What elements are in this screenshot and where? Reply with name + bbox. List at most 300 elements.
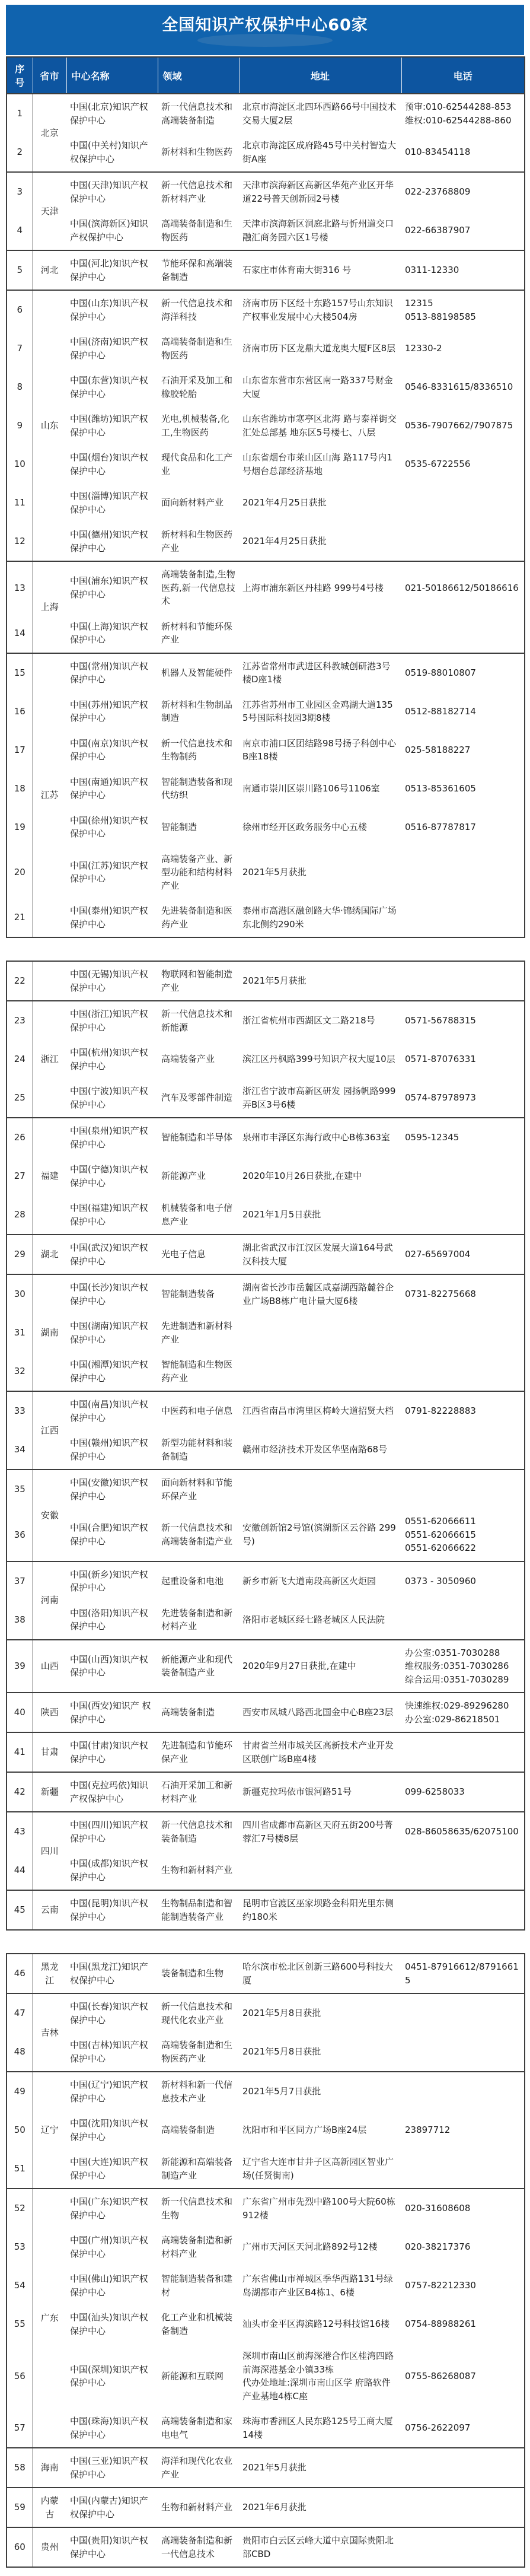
row-number-cell: 9	[7, 406, 33, 445]
table-row-17	[7, 731, 525, 769]
center-name-cell: 中国(新乡)知识产权保护中心	[66, 1561, 158, 1601]
province-cell: 广东	[33, 2189, 66, 2448]
field-cell: 高端装备制造和新一代信息技术	[158, 2527, 239, 2567]
phone-cell	[401, 1195, 525, 1235]
phone-cell	[401, 961, 525, 1001]
address-cell: 江苏省苏州市工业园区金鸡湖大道1355号国际科技园3期8楼	[242, 699, 393, 723]
address-cell: 浙江省宁波市高新区研发 园扬帆路999弄B区3号6楼	[242, 1086, 396, 1110]
phone-cell	[401, 808, 525, 847]
row-number-cell: 22	[7, 961, 33, 1001]
phone-cell	[401, 1890, 525, 1930]
province-cell: 云南	[33, 1890, 66, 1930]
field-cell: 新材料和生物医药产业	[161, 529, 233, 554]
phone-cell	[401, 653, 525, 692]
phone-cell	[401, 2305, 525, 2343]
table-row-6	[7, 290, 525, 329]
column-header-address: 地址	[239, 57, 401, 94]
column-header-center-name: 中心名称	[66, 57, 158, 94]
address-cell: 广东省广州市先烈中路100号大院60栋912楼	[239, 2189, 401, 2228]
row-number-cell: 58	[7, 2448, 33, 2488]
phone-cell	[401, 1157, 525, 1195]
phone-cell	[401, 1993, 525, 2033]
field-cell: 智能制造	[161, 821, 197, 832]
field-cell: 智能制造和半导体	[158, 1118, 239, 1157]
address-cell: 南通市崇川区崇川路106号1106室	[242, 783, 380, 794]
table-row-40	[7, 1693, 525, 1732]
phone-cell-line: 0516-87787817	[405, 821, 476, 832]
field-cell: 机械装备和电子信息产业	[161, 1203, 233, 1227]
phone-cell-line: 0535-6722556	[405, 459, 471, 470]
address-cell: 辽宁省大连市甘井子区高新园区智业广场(任贤街南)	[242, 2157, 394, 2181]
center-name-cell: 中国(烟台)知识产权保护中心	[70, 452, 148, 476]
phone-cell-line: 025-58188227	[405, 744, 471, 755]
field-cell: 高端装备产业	[161, 1054, 215, 1065]
address-cell: 2021年4月25日获批	[242, 497, 327, 508]
phone-cell	[401, 2033, 525, 2072]
phone-cell	[401, 368, 525, 406]
row-number-cell: 35	[7, 1470, 33, 1509]
field-cell: 现代食品和化工产业	[161, 452, 233, 476]
phone-cell	[401, 133, 525, 172]
table-row-19	[7, 808, 525, 847]
province-cell: 河北	[33, 250, 66, 290]
row-number-cell: 30	[7, 1274, 33, 1314]
column-header-province: 省市	[33, 57, 66, 94]
phone-cell	[401, 250, 525, 290]
field-cell: 海洋和现代化农业产业	[158, 2448, 239, 2488]
center-name-cell: 中国(甘肃)知识产权保护中心	[66, 1732, 158, 1772]
row-number-cell: 1	[7, 94, 33, 133]
row-number-cell: 54	[7, 2266, 33, 2305]
phone-cell-line: 0551-62066615	[405, 1529, 476, 1540]
field-cell: 高端装备制造和生物医药	[161, 218, 233, 243]
center-name-cell: 中国(泰州)知识产权保护中心	[70, 905, 148, 930]
row-number-cell: 38	[7, 1601, 33, 1640]
field-cell: 新型功能材料和装备制造	[161, 1438, 233, 1462]
table-row-60	[7, 2527, 525, 2567]
table-row-8	[7, 368, 525, 406]
table-row-48	[7, 2033, 525, 2072]
table-row-46	[7, 1954, 525, 1993]
phone-cell-line: 099-6258033	[405, 1786, 465, 1798]
phone-cell-line: 0595-12345	[405, 1132, 459, 1143]
phone-cell	[401, 2228, 525, 2266]
row-number-cell: 34	[7, 1430, 33, 1470]
ip-centers-table-segment-2	[6, 961, 525, 1931]
field-cell: 新一代信息技术和海洋科技	[158, 290, 239, 329]
row-number-cell: 19	[7, 808, 33, 847]
center-name-cell: 中国(三亚)知识产权保护中心	[66, 2448, 158, 2488]
field-cell: 先进装备制造和医药产业	[161, 905, 233, 930]
address-cell: 2021年5月获批	[239, 2448, 401, 2488]
address-cell: 济南市历下区龙鼎大道龙奥大厦F区8层	[242, 343, 396, 354]
phone-cell-line: 0755-86268087	[405, 2370, 476, 2381]
phone-cell	[401, 731, 525, 769]
column-header-field: 领域	[158, 57, 239, 94]
field-cell: 起重设备和电池	[158, 1561, 239, 1601]
table-row-45	[7, 1890, 525, 1930]
phone-cell	[401, 614, 525, 653]
address-cell: 2021年5月8日获批	[242, 2046, 321, 2057]
field-cell: 新一代信息技术和新材料产业	[158, 172, 239, 211]
phone-cell	[401, 2149, 525, 2189]
table-row-1	[7, 94, 525, 133]
center-name-cell: 中国(淄博)知识产权保护中心	[70, 491, 148, 515]
phone-cell	[401, 898, 525, 937]
table-row-55	[7, 2305, 525, 2343]
field-cell: 光电,机械装备,化工,生物医药	[161, 414, 229, 438]
phone-cell	[401, 2488, 525, 2527]
table-row-7	[7, 329, 525, 368]
center-name-cell: 中国(济南)知识产权保护中心	[70, 336, 148, 361]
row-number-cell: 23	[7, 1001, 33, 1040]
phone-cell	[401, 1470, 525, 1509]
center-name-cell: 中国(珠海)知识产权保护中心	[70, 2416, 148, 2440]
address-cell-line: 深圳市南山区前海深港合作区桂湾四路前海深港基金小镇33栋	[242, 2351, 394, 2375]
field-cell: 先进制造和新材料产业	[161, 1321, 233, 1345]
field-cell: 新能源和互联网	[161, 2370, 224, 2381]
field-cell: 新能源产业和现代装备制造产业	[158, 1640, 239, 1693]
row-number-cell: 53	[7, 2228, 33, 2266]
row-number-cell: 49	[7, 2072, 33, 2111]
center-name-cell: 中国(山东)知识产权保护中心	[66, 290, 158, 329]
phone-cell	[401, 1732, 525, 1772]
address-cell: 洛阳市老城区经七路老城区人民法院	[242, 1614, 385, 1625]
phone-cell	[401, 2409, 525, 2448]
table-segments	[6, 56, 524, 2568]
row-number-cell: 24	[7, 1040, 33, 1079]
table-row-52	[7, 2189, 525, 2228]
field-cell: 新一代信息技术和现代化农业产业	[158, 1993, 239, 2033]
province-cell: 海南	[33, 2448, 66, 2488]
center-name-cell: 中国(西安)知识产 权保护中心	[66, 1693, 158, 1732]
row-number-cell: 20	[7, 847, 33, 899]
center-name-cell: 中国(长沙)知识产权保护中心	[66, 1274, 158, 1314]
phone-cell	[401, 2189, 525, 2228]
table-row-50	[7, 2111, 525, 2149]
center-name-cell: 中国(合肥)知识产权保护中心	[70, 1522, 148, 1547]
table-row-21	[7, 898, 525, 937]
table-row-28	[7, 1195, 525, 1235]
center-name-cell: 中国(山西)知识产权保护中心	[66, 1640, 158, 1693]
address-cell: 甘肃省兰州市城关区高新技术产业开发区联创广场B座4楼	[239, 1732, 401, 1772]
table-row-3	[7, 172, 525, 211]
address-cell: 滨江区丹枫路399号知识产权大厦10层	[242, 1054, 395, 1065]
address-cell: 四川省成都市高新区天府五街200号菁蓉汇7号楼8层	[239, 1812, 401, 1851]
center-name-cell: 中国(浦东)知识产权保护中心	[66, 561, 158, 614]
field-cell: 机器人及智能硬件	[158, 653, 239, 692]
row-number-cell: 3	[7, 172, 33, 211]
center-name-cell: 中国(北京)知识产权保护中心	[66, 94, 158, 133]
field-cell: 高端装备制造和生物医药	[161, 336, 233, 361]
segment-gap	[6, 938, 524, 959]
row-number-cell: 41	[7, 1732, 33, 1772]
address-cell: 徐州市经开区政务服务中心五楼	[242, 821, 368, 832]
phone-cell	[401, 1640, 525, 1693]
field-cell: 光电子信息	[158, 1235, 239, 1274]
table-row-44	[7, 1851, 525, 1890]
center-name-cell: 中国(苏州)知识产权保护中心	[70, 699, 148, 723]
segment-gap	[6, 1931, 524, 1952]
table-row-58	[7, 2448, 525, 2488]
column-header-number: 序号	[7, 57, 33, 94]
field-cell: 中医药和电子信息	[158, 1391, 239, 1430]
field-cell: 智能制造和生物医药产业	[161, 1359, 233, 1384]
province-cell: 北京	[33, 94, 66, 172]
province-cell: 四川	[33, 1812, 66, 1890]
address-cell	[239, 1314, 401, 1352]
phone-cell-line: 12330-2	[405, 343, 442, 354]
phone-cell-line: 综合运用:0351-7030289	[405, 1674, 509, 1685]
center-name-cell: 中国(南京)知识产权保护中心	[70, 737, 148, 762]
province-cell: 贵州	[33, 2527, 66, 2567]
row-number-cell: 29	[7, 1235, 33, 1274]
phone-cell-line: 办公室:029-86218501	[405, 1713, 500, 1725]
center-name-cell: 中国(四川)知识产权保护中心	[66, 1812, 158, 1851]
ip-centers-table-segment-3	[6, 1953, 525, 2568]
phone-cell	[401, 1274, 525, 1314]
phone-cell	[401, 172, 525, 211]
center-name-cell: 中国(赣州)知识产权保护中心	[70, 1438, 148, 1462]
table-row-5	[7, 250, 525, 290]
field-cell: 装备制造和生物	[158, 1954, 239, 1993]
row-number-cell: 33	[7, 1391, 33, 1430]
phone-cell	[401, 2527, 525, 2567]
phone-cell	[401, 1040, 525, 1079]
phone-cell	[401, 692, 525, 731]
table-row-36	[7, 1509, 525, 1561]
center-name-cell: 中国(湘潭)知识产权保护中心	[70, 1359, 148, 1384]
table-row-59	[7, 2488, 525, 2527]
row-number-cell: 28	[7, 1195, 33, 1235]
table-row-30	[7, 1274, 525, 1314]
row-number-cell: 2	[7, 133, 33, 172]
row-number-cell: 31	[7, 1314, 33, 1352]
row-number-cell: 11	[7, 484, 33, 522]
address-cell: 2021年4月25日获批	[242, 536, 327, 547]
address-cell: 广东省佛山市禅城区季华西路131号绿岛湖都市产业区B4栋1、6楼	[242, 2273, 393, 2298]
address-cell: 昆明市官渡区巫家坝路金科阳光里东侧约180米	[239, 1890, 401, 1930]
field-cell: 生物和新材料产业	[158, 2488, 239, 2527]
row-number-cell: 16	[7, 692, 33, 731]
table-row-39	[7, 1640, 525, 1693]
phone-cell	[401, 522, 525, 561]
center-name-cell: 中国(黑龙江)知识产权保护中心	[66, 1954, 158, 1993]
field-cell: 高端装备制造和生物医药产业	[161, 2040, 233, 2064]
row-number-cell: 32	[7, 1352, 33, 1391]
province-cell: 安徽	[33, 1470, 66, 1561]
phone-cell-line: 0574-87978973	[405, 1092, 476, 1103]
field-cell: 节能环保和高端装备制造	[158, 250, 239, 290]
center-name-cell: 中国(宁波)知识产权保护中心	[70, 1086, 148, 1110]
table-row-53	[7, 2228, 525, 2266]
table-row-31	[7, 1314, 525, 1352]
center-name-cell: 中国(吉林)知识产权保护中心	[70, 2040, 148, 2064]
phone-cell-line: 021-50186612/50186616	[405, 582, 519, 593]
field-cell: 新能源和高端装备制造产业	[161, 2157, 233, 2181]
row-number-cell: 25	[7, 1079, 33, 1118]
table-row-4	[7, 211, 525, 250]
phone-cell	[401, 1812, 525, 1851]
center-name-cell: 中国(泉州)知识产权保护中心	[66, 1118, 158, 1157]
phone-cell	[401, 1391, 525, 1430]
row-number-cell: 57	[7, 2409, 33, 2448]
center-name-cell: 中国(宁德)知识产权保护中心	[70, 1164, 148, 1188]
center-name-cell: 中国(广东)知识产权保护中心	[66, 2189, 158, 2228]
table-row-27	[7, 1157, 525, 1195]
field-cell: 新材料和生物制品制造	[161, 699, 233, 723]
phone-cell-line: 0512-88182714	[405, 705, 476, 717]
phone-cell-line: 0311-12330	[405, 265, 459, 276]
row-number-cell: 39	[7, 1640, 33, 1693]
row-number-cell: 4	[7, 211, 33, 250]
center-name-cell: 中国(滨海新区)知识产权保护中心	[70, 218, 148, 243]
table-row-15	[7, 653, 525, 692]
address-cell: 南京市浦口区团结路98号扬子科创中心B座18楼	[242, 737, 397, 762]
phone-cell-line: 0791-82228883	[405, 1405, 476, 1417]
address-cell	[239, 1352, 401, 1391]
field-cell: 高端装备制造和家电电气	[161, 2416, 233, 2440]
address-cell: 安徽创新馆2号馆(滨湖新区云谷路 299 号)	[242, 1522, 396, 1547]
center-name-cell: 中国(中关村)知识产权保护中心	[70, 140, 148, 164]
row-number-cell: 50	[7, 2111, 33, 2149]
province-cell: 山西	[33, 1640, 66, 1693]
address-cell: 湖南省长沙市岳麓区咸嘉湖西路麓谷企业广场B8栋广电计量大厦6楼	[239, 1274, 401, 1314]
table-row-10	[7, 445, 525, 484]
row-number-cell: 43	[7, 1812, 33, 1851]
center-name-cell: 中国(南昌)知识产权保护中心	[66, 1391, 158, 1430]
phone-cell	[401, 1352, 525, 1391]
province-cell: 湖北	[33, 1235, 66, 1274]
phone-cell-line: 0551-62066611	[405, 1516, 476, 1526]
center-name-cell: 中国(常州)知识产权保护中心	[66, 653, 158, 692]
address-cell: 江苏省常州市武进区科教城创研港3号楼D座1楼	[239, 653, 401, 692]
address-cell	[239, 2343, 401, 2409]
center-name-cell: 中国(天津)知识产权保护中心	[66, 172, 158, 211]
table-row-14	[7, 614, 525, 653]
address-cell: 珠海市香洲区人民东路125号工商大厦14楼	[242, 2416, 393, 2440]
address-cell: 沈阳市和平区同方广场B座24层	[242, 2125, 367, 2136]
phone-cell	[401, 769, 525, 808]
phone-cell-line: 020-38217376	[405, 2241, 471, 2253]
row-number-cell: 6	[7, 290, 33, 329]
address-cell: 江西省南昌市湾里区梅岭大道招贤大档	[239, 1391, 401, 1430]
table-row-37	[7, 1561, 525, 1601]
header-row	[7, 57, 525, 94]
center-name-cell: 中国(长春)知识产权保护中心	[66, 1993, 158, 2033]
address-cell	[239, 614, 401, 653]
row-number-cell: 7	[7, 329, 33, 368]
row-number-cell: 42	[7, 1772, 33, 1812]
phone-cell	[401, 2448, 525, 2488]
address-cell: 哈尔滨市松北区创新三路600号科技大厦	[239, 1954, 401, 1993]
row-number-cell: 47	[7, 1993, 33, 2033]
phone-cell	[401, 406, 525, 445]
field-cell: 新材料和生物医药	[161, 147, 233, 158]
phone-cell	[401, 847, 525, 899]
phone-cell-line: 0757-82212330	[405, 2280, 476, 2291]
province-cell: 辽宁	[33, 2072, 66, 2189]
address-cell: 泉州市丰泽区东海行政中心B栋363室	[239, 1118, 401, 1157]
table-row-16	[7, 692, 525, 731]
phone-cell-line: 0571-56788315	[405, 1015, 476, 1026]
field-cell: 新材料和节能环保产业	[161, 621, 233, 645]
row-number-cell: 17	[7, 731, 33, 769]
province-cell: 河南	[33, 1561, 66, 1640]
address-cell: 泰州市高港区融创路大华·锦绣国际广场东北侧约290米	[242, 905, 397, 930]
field-cell: 物联网和智能制造产业	[158, 961, 239, 1001]
page-title: 全国知识产权保护中心60家	[162, 16, 368, 34]
table-row-42	[7, 1772, 525, 1812]
province-cell: 上海	[33, 561, 66, 653]
center-name-cell: 中国(南通)知识产权保护中心	[70, 776, 148, 800]
address-cell: 2021年5月获批	[239, 961, 401, 1001]
center-name-cell: 中国(洛阳)知识产权保护中心	[70, 1607, 148, 1632]
address-cell: 济南市历下区经十东路157号山东知识产权事业发展中心大楼504房	[239, 290, 401, 329]
address-cell: 北京市海淀区北四环西路66号中国技术交易大厦2层	[239, 94, 401, 133]
address-cell: 天津市滨海新区高新区华苑产业区开华道22号普天创新园2号楼	[239, 172, 401, 211]
row-number-cell: 14	[7, 614, 33, 653]
field-cell: 先进制造和节能环保产业	[158, 1732, 239, 1772]
row-number-cell: 27	[7, 1157, 33, 1195]
province-cell: 内蒙古	[33, 2488, 66, 2527]
table-row-9	[7, 406, 525, 445]
table-row-29	[7, 1235, 525, 1274]
row-number-cell: 45	[7, 1890, 33, 1930]
phone-cell	[401, 1079, 525, 1118]
center-name-cell: 中国(杭州)知识产权保护中心	[70, 1047, 148, 1071]
center-name-cell: 中国(沈阳)知识产权保护中心	[70, 2118, 148, 2142]
center-name-cell: 中国(福建)知识产权保护中心	[70, 1203, 148, 1227]
phone-cell-line: 0571-87076331	[405, 1054, 476, 1065]
address-cell: 2021年5月7日获批	[239, 2072, 401, 2111]
phone-cell	[401, 561, 525, 614]
phone-cell-line: 0513-85361605	[405, 783, 476, 794]
address-cell: 2021年5月8日获批	[239, 1993, 401, 2033]
field-cell: 新一代信息技术和高端装备制造	[158, 94, 239, 133]
table-row-25	[7, 1079, 525, 1118]
center-name-cell: 中国(深圳)知识产权保护中心	[70, 2364, 148, 2388]
phone-cell-line: 020-31608608	[405, 2203, 471, 2214]
row-number-cell: 36	[7, 1509, 33, 1561]
center-name-cell: 中国(湖南)知识产权保护中心	[70, 1321, 148, 1345]
row-number-cell: 55	[7, 2305, 33, 2343]
row-number-cell: 48	[7, 2033, 33, 2072]
province-cell: 吉林	[33, 1993, 66, 2072]
province-cell: 天津	[33, 172, 66, 250]
row-number-cell: 13	[7, 561, 33, 614]
column-header-phone: 电话	[401, 57, 525, 94]
phone-cell	[401, 1509, 525, 1561]
center-name-cell: 中国(成都)知识产权保护中心	[70, 1858, 148, 1882]
phone-cell-line: 0546-8331615/8336510	[405, 381, 513, 393]
field-cell: 面向新材料产业	[161, 497, 224, 508]
center-name-cell: 中国(贵阳)知识产权保护中心	[66, 2527, 158, 2567]
phone-cell	[401, 94, 525, 133]
row-number-cell: 37	[7, 1561, 33, 1601]
table-row-35	[7, 1470, 525, 1509]
phone-cell	[401, 1693, 525, 1732]
phone-cell-line: 022-66387907	[405, 225, 471, 236]
table-row-11	[7, 484, 525, 522]
address-cell: 西安市凤城八路西北国金中心B座23层	[239, 1693, 401, 1732]
province-cell: 湖南	[33, 1274, 66, 1391]
table-row-12	[7, 522, 525, 561]
center-name-cell: 中国(克拉玛依)知识产权保护中心	[66, 1772, 158, 1812]
field-cell: 高端装备制造	[158, 1693, 239, 1732]
row-number-cell: 44	[7, 1851, 33, 1890]
phone-cell-line: 23897712	[405, 2125, 451, 2136]
